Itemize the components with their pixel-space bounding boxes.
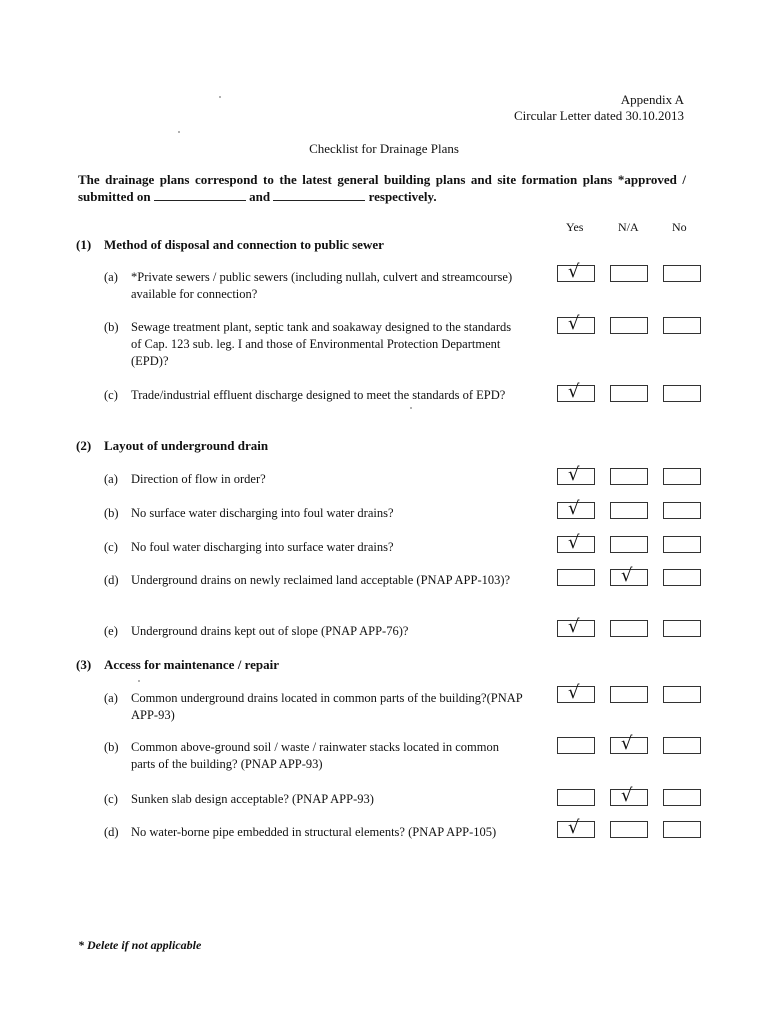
item-text: Direction of flow in order? xyxy=(131,472,266,486)
checkbox-na[interactable] xyxy=(610,317,648,334)
checkbox-yes[interactable] xyxy=(557,464,595,485)
intro-text-2: and xyxy=(249,189,271,204)
item-label: (d) xyxy=(104,573,119,587)
check-mark-icon: √ xyxy=(568,817,580,838)
checklist-item xyxy=(104,623,524,640)
checkbox-yes[interactable] xyxy=(557,313,595,334)
page-title: Checklist for Drainage Plans xyxy=(309,141,459,156)
check-mark-icon: √ xyxy=(621,785,633,806)
checkbox-yes[interactable] xyxy=(557,261,595,282)
checkbox-yes[interactable] xyxy=(557,616,595,637)
appendix-label: Appendix A xyxy=(620,92,684,107)
checkbox-no[interactable] xyxy=(663,536,701,553)
check-mark-icon: √ xyxy=(568,381,580,402)
checklist-item xyxy=(104,387,524,404)
checkbox-na[interactable] xyxy=(610,785,648,806)
checklist-item xyxy=(104,539,524,556)
checkbox-no[interactable] xyxy=(663,265,701,282)
item-label: (c) xyxy=(104,540,118,554)
item-text: No foul water discharging into surface water drains? xyxy=(131,540,394,554)
item-label: (a) xyxy=(104,270,118,284)
item-text: Underground drains on newly reclaimed land acceptable (PNAP APP-103)? xyxy=(131,573,511,587)
intro-text-3: respectively. xyxy=(368,189,437,204)
checklist-item xyxy=(104,572,524,589)
column-header-no: No xyxy=(672,220,687,234)
checkbox-yes[interactable] xyxy=(557,381,595,402)
checkbox-no[interactable] xyxy=(663,620,701,637)
item-label: (e) xyxy=(104,624,118,638)
check-mark-icon: √ xyxy=(568,682,580,703)
item-text: *Private sewers / public sewers (including nullah, culvert and streamcourse) available for connection? xyxy=(131,270,513,301)
checkbox-na[interactable] xyxy=(610,733,648,754)
checkbox-no[interactable] xyxy=(663,502,701,519)
checkbox-na[interactable] xyxy=(610,565,648,586)
section-title: Method of disposal and connection to public sewer xyxy=(104,237,384,252)
checkbox-no[interactable] xyxy=(663,569,701,586)
checkbox-na[interactable] xyxy=(610,536,648,553)
item-label: (b) xyxy=(104,740,119,754)
section-number: (1) xyxy=(76,237,92,252)
checkbox-no[interactable] xyxy=(663,317,701,334)
intro-text-1: The drainage plans correspond to the latest general building plans and site formation plans *approved / submitted on xyxy=(78,172,686,204)
scan-speck xyxy=(219,96,221,98)
checkbox-no[interactable] xyxy=(663,468,701,485)
checkbox-yes[interactable] xyxy=(557,737,595,754)
checkbox-no[interactable] xyxy=(663,686,701,703)
checkbox-no[interactable] xyxy=(663,789,701,806)
checkbox-yes[interactable] xyxy=(557,817,595,838)
checklist-item xyxy=(104,690,524,724)
footnote: * Delete if not applicable xyxy=(78,938,202,952)
submitted-date-blank[interactable] xyxy=(273,190,365,201)
section-heading xyxy=(76,438,268,454)
check-mark-icon: √ xyxy=(621,565,633,586)
check-mark-icon: √ xyxy=(568,261,580,282)
item-label: (d) xyxy=(104,825,119,839)
checklist-item xyxy=(104,269,524,303)
checklist-item xyxy=(104,791,524,808)
item-label: (a) xyxy=(104,472,118,486)
check-mark-icon: √ xyxy=(568,616,580,637)
section-heading xyxy=(76,657,279,673)
checkbox-no[interactable] xyxy=(663,737,701,754)
intro-statement xyxy=(78,171,686,205)
document-header xyxy=(514,92,684,124)
checkbox-no[interactable] xyxy=(663,821,701,838)
item-label: (b) xyxy=(104,506,119,520)
checkbox-na[interactable] xyxy=(610,686,648,703)
item-text: Common underground drains located in common parts of the building?(PNAP APP-93) xyxy=(131,691,523,722)
checkbox-yes[interactable] xyxy=(557,789,595,806)
checkbox-na[interactable] xyxy=(610,385,648,402)
approved-date-blank[interactable] xyxy=(154,190,246,201)
item-label: (c) xyxy=(104,792,118,806)
checkbox-no[interactable] xyxy=(663,385,701,402)
checkbox-na[interactable] xyxy=(610,821,648,838)
check-mark-icon: √ xyxy=(568,498,580,519)
column-header-na: N/A xyxy=(618,220,639,234)
section-heading xyxy=(76,237,384,253)
checkbox-na[interactable] xyxy=(610,502,648,519)
checkbox-na[interactable] xyxy=(610,468,648,485)
item-text: No water-borne pipe embedded in structural elements? (PNAP APP-105) xyxy=(131,825,497,839)
item-label: (b) xyxy=(104,320,119,334)
circular-letter-date: Circular Letter dated 30.10.2013 xyxy=(513,108,684,123)
checkbox-na[interactable] xyxy=(610,620,648,637)
item-text: Sunken slab design acceptable? (PNAP APP-93) xyxy=(131,792,374,806)
item-text: Trade/industrial effluent discharge designed to meet the standards of EPD? xyxy=(131,388,506,402)
section-title: Access for maintenance / repair xyxy=(104,657,279,672)
checkbox-yes[interactable] xyxy=(557,532,595,553)
section-number: (2) xyxy=(76,438,92,453)
checkbox-yes[interactable] xyxy=(557,498,595,519)
checklist-item xyxy=(104,505,524,522)
section-number: (3) xyxy=(76,657,92,672)
checklist-item xyxy=(104,471,524,488)
column-header-yes: Yes xyxy=(566,220,584,234)
check-mark-icon: √ xyxy=(621,733,633,754)
section-title: Layout of underground drain xyxy=(104,438,269,453)
check-mark-icon: √ xyxy=(568,464,580,485)
item-text: Sewage treatment plant, septic tank and soakaway designed to the standards of Cap. 123 sub. leg. I and those of Environmental Protection Department (EPD)? xyxy=(131,320,512,368)
checkbox-yes[interactable] xyxy=(557,569,595,586)
check-mark-icon: √ xyxy=(568,532,580,553)
item-label: (c) xyxy=(104,388,118,402)
checklist-item xyxy=(104,319,524,370)
checkbox-yes[interactable] xyxy=(557,682,595,703)
item-text: No surface water discharging into foul water drains? xyxy=(131,506,394,520)
checkbox-na[interactable] xyxy=(610,265,648,282)
item-label: (a) xyxy=(104,691,118,705)
scan-speck xyxy=(178,131,180,133)
checklist-item xyxy=(104,739,524,773)
item-text: Underground drains kept out of slope (PNAP APP-76)? xyxy=(131,624,409,638)
scan-speck xyxy=(138,680,140,682)
item-text: Common above-ground soil / waste / rainwater stacks located in common parts of the building? (PNAP APP-93) xyxy=(131,740,499,771)
scan-speck xyxy=(410,407,412,409)
checklist-item xyxy=(104,824,524,841)
check-mark-icon: √ xyxy=(568,313,580,334)
